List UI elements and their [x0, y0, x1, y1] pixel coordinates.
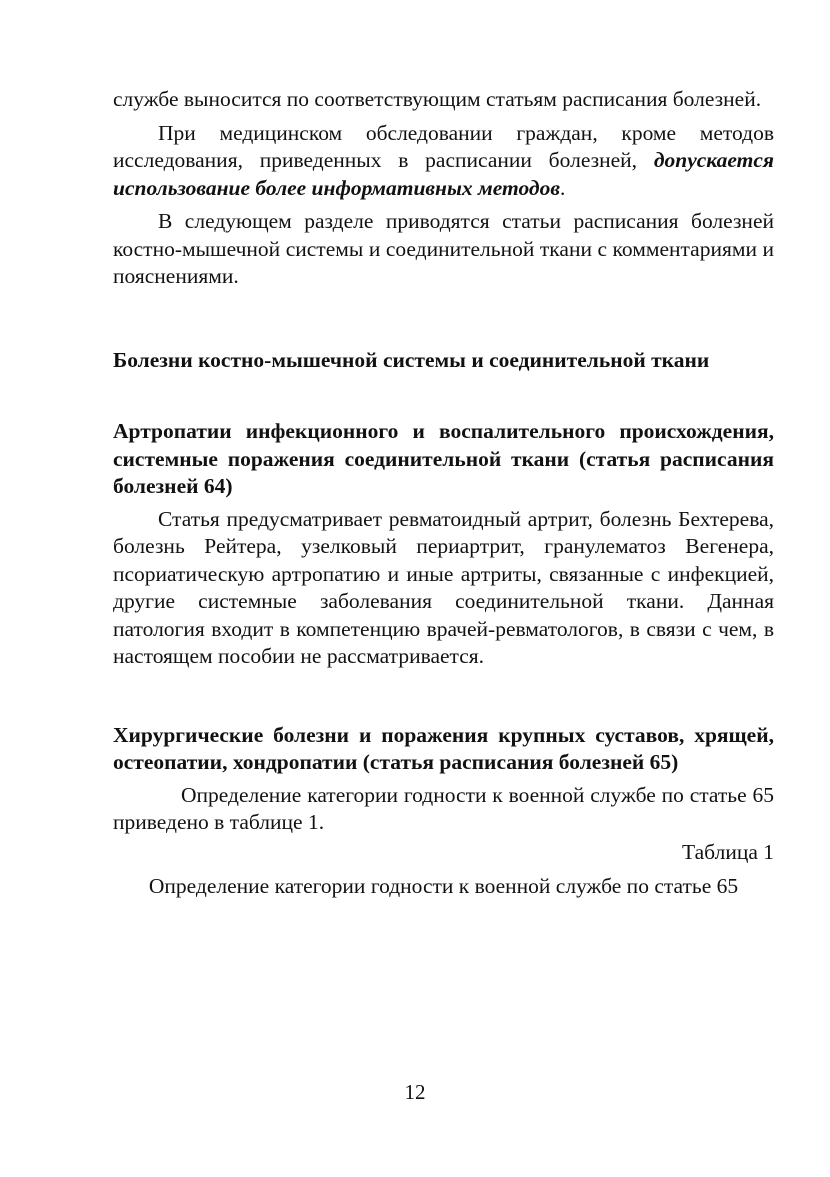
paragraph-methods-emphasis: допускается использование более информативных методов — [113, 148, 774, 200]
article-65-heading: Хирургические болезни и поражения крупных суставов, хрящей, остеопатии, хондропатии (статья расписания болезней 65) — [113, 722, 774, 774]
section-heading: Болезни костно-мышечной системы и соединительной ткани — [113, 347, 710, 372]
paragraph-methods-end: . — [559, 175, 566, 200]
table-label: Таблица 1 — [682, 839, 774, 864]
article-64-body: Статья предусматривает ревматоидный артрит, болезнь Бехтерева, болезнь Рейтера, узелковый периартрит, гранулематоз Вегенера, псориатическую артропатию и иные артриты, связанные с инфекцией, другие системные заболевания соединительной ткани. Данная патология входит в компетенцию врачей-ревматологов, в связи с чем, в настоящем пособии не рассматривается. — [113, 506, 774, 668]
paragraph-methods-text: При медицинском обследовании граждан, кроме методов исследования, приведенных в расписании болезней, — [113, 120, 774, 172]
paragraph-intro: В следующем разделе приводятся статьи расписания болезней костно-мышечной системы и соединительной ткани с комментариями и пояснениями. — [113, 209, 774, 288]
paragraph-continuation: службе выносится по соответствующим статьям расписания болезней. — [113, 87, 762, 111]
page-number: 12 — [404, 1080, 426, 1104]
article-65-body: Определение категории годности к военной службе по статье 65 приведено в таблице 1. — [113, 782, 774, 834]
article-64-heading: Артропатии инфекционного и воспалительного происхождения, системные поражения соединительной ткани (статья расписания болезней 64) — [113, 419, 774, 498]
paragraph-methods — [113, 120, 774, 203]
document-page — [113, 86, 774, 901]
table-caption: Определение категории годности к военной службе по статье 65 — [148, 874, 739, 898]
